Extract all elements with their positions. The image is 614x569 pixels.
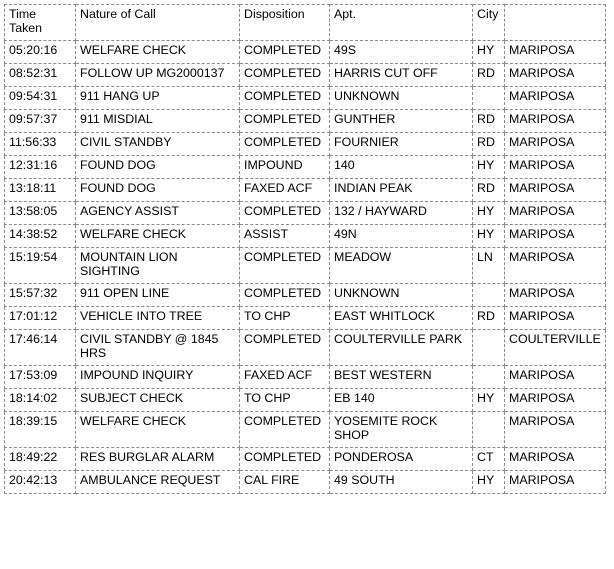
table-row <box>5 87 606 110</box>
cell-nature-of-call: AGENCY ASSIST <box>76 202 240 225</box>
cell-apt: EB 140 <box>330 389 473 412</box>
cell-apt: BEST WESTERN <box>330 366 473 389</box>
cell-location: MARIPOSA <box>505 225 606 248</box>
cell-location: MARIPOSA <box>505 471 606 494</box>
cell-disposition: COMPLETED <box>240 64 330 87</box>
cell-nature-of-call: VEHICLE INTO TREE <box>76 307 240 330</box>
table-row <box>5 225 606 248</box>
cell-disposition: TO CHP <box>240 389 330 412</box>
cell-location: MARIPOSA <box>505 110 606 133</box>
cell-location: MARIPOSA <box>505 389 606 412</box>
cell-disposition: COMPLETED <box>240 284 330 307</box>
cell-apt: FOURNIER <box>330 133 473 156</box>
cell-disposition: COMPLETED <box>240 133 330 156</box>
cell-location: MARIPOSA <box>505 284 606 307</box>
cell-nature-of-call: WELFARE CHECK <box>76 412 240 448</box>
cell-nature-of-call: FOUND DOG <box>76 156 240 179</box>
cell-disposition: IMPOUND <box>240 156 330 179</box>
cell-apt: COULTERVILLE PARK <box>330 330 473 366</box>
cell-disposition: COMPLETED <box>240 248 330 284</box>
cell-city <box>473 284 505 307</box>
cell-city: RD <box>473 64 505 87</box>
table-row <box>5 179 606 202</box>
table-row <box>5 248 606 284</box>
cell-apt: INDIAN PEAK <box>330 179 473 202</box>
cell-city: RD <box>473 110 505 133</box>
cell-disposition: TO CHP <box>240 307 330 330</box>
table-row <box>5 156 606 179</box>
cell-time: 17:01:12 <box>5 307 76 330</box>
cell-disposition: CAL FIRE <box>240 471 330 494</box>
cell-time: 18:49:22 <box>5 448 76 471</box>
cell-location: COULTERVILLE <box>505 330 606 366</box>
cell-apt: GUNTHER <box>330 110 473 133</box>
cell-time: 09:54:31 <box>5 87 76 110</box>
call-log-table <box>4 4 606 494</box>
cell-city: HY <box>473 471 505 494</box>
cell-apt: 140 <box>330 156 473 179</box>
table-row <box>5 284 606 307</box>
cell-apt: YOSEMITE ROCK SHOP <box>330 412 473 448</box>
cell-apt: 49S <box>330 41 473 64</box>
table-row <box>5 41 606 64</box>
cell-time: 08:52:31 <box>5 64 76 87</box>
header-disposition: Disposition <box>240 5 330 41</box>
cell-location: MARIPOSA <box>505 87 606 110</box>
cell-time: 05:20:16 <box>5 41 76 64</box>
cell-location: MARIPOSA <box>505 448 606 471</box>
table-row <box>5 330 606 366</box>
cell-city: RD <box>473 133 505 156</box>
cell-disposition: FAXED ACF <box>240 366 330 389</box>
cell-time: 17:53:09 <box>5 366 76 389</box>
header-apt: Apt. <box>330 5 473 41</box>
cell-city <box>473 412 505 448</box>
cell-time: 15:57:32 <box>5 284 76 307</box>
cell-city: RD <box>473 307 505 330</box>
table-row <box>5 202 606 225</box>
header-row <box>5 5 606 41</box>
cell-time: 13:18:11 <box>5 179 76 202</box>
cell-time: 15:19:54 <box>5 248 76 284</box>
cell-apt: HARRIS CUT OFF <box>330 64 473 87</box>
cell-apt: UNKNOWN <box>330 284 473 307</box>
cell-time: 18:39:15 <box>5 412 76 448</box>
cell-time: 09:57:37 <box>5 110 76 133</box>
cell-apt: 132 / HAYWARD <box>330 202 473 225</box>
cell-apt: MEADOW <box>330 248 473 284</box>
header-location <box>505 5 606 41</box>
table-row <box>5 133 606 156</box>
cell-time: 18:14:02 <box>5 389 76 412</box>
cell-nature-of-call: MOUNTAIN LION SIGHTING <box>76 248 240 284</box>
header-time-taken: Time Taken <box>5 5 76 41</box>
header-city: City <box>473 5 505 41</box>
cell-nature-of-call: WELFARE CHECK <box>76 225 240 248</box>
cell-disposition: ASSIST <box>240 225 330 248</box>
cell-time: 14:38:52 <box>5 225 76 248</box>
cell-apt: UNKNOWN <box>330 87 473 110</box>
cell-location: MARIPOSA <box>505 64 606 87</box>
cell-location: MARIPOSA <box>505 41 606 64</box>
cell-city: HY <box>473 389 505 412</box>
cell-location: MARIPOSA <box>505 412 606 448</box>
table-row <box>5 64 606 87</box>
cell-city: HY <box>473 41 505 64</box>
cell-disposition: COMPLETED <box>240 41 330 64</box>
cell-nature-of-call: FOLLOW UP MG2000137 <box>76 64 240 87</box>
cell-apt: PONDEROSA <box>330 448 473 471</box>
table-row <box>5 389 606 412</box>
cell-time: 20:42:13 <box>5 471 76 494</box>
cell-city: HY <box>473 156 505 179</box>
table-row <box>5 110 606 133</box>
cell-location: MARIPOSA <box>505 248 606 284</box>
cell-nature-of-call: CIVIL STANDBY <box>76 133 240 156</box>
cell-time: 11:56:33 <box>5 133 76 156</box>
cell-nature-of-call: IMPOUND INQUIRY <box>76 366 240 389</box>
cell-city: HY <box>473 202 505 225</box>
cell-location: MARIPOSA <box>505 133 606 156</box>
cell-time: 13:58:05 <box>5 202 76 225</box>
table-row <box>5 307 606 330</box>
table-row <box>5 448 606 471</box>
cell-city: HY <box>473 225 505 248</box>
cell-city <box>473 366 505 389</box>
table-row <box>5 412 606 448</box>
cell-location: MARIPOSA <box>505 179 606 202</box>
cell-time: 12:31:16 <box>5 156 76 179</box>
cell-nature-of-call: 911 MISDIAL <box>76 110 240 133</box>
cell-nature-of-call: RES BURGLAR ALARM <box>76 448 240 471</box>
cell-nature-of-call: 911 HANG UP <box>76 87 240 110</box>
cell-apt: 49N <box>330 225 473 248</box>
cell-location: MARIPOSA <box>505 202 606 225</box>
cell-apt: EAST WHITLOCK <box>330 307 473 330</box>
cell-disposition: COMPLETED <box>240 448 330 471</box>
cell-nature-of-call: SUBJECT CHECK <box>76 389 240 412</box>
table-row <box>5 366 606 389</box>
cell-disposition: COMPLETED <box>240 202 330 225</box>
cell-disposition: FAXED ACF <box>240 179 330 202</box>
cell-nature-of-call: AMBULANCE REQUEST <box>76 471 240 494</box>
cell-disposition: COMPLETED <box>240 412 330 448</box>
table-row <box>5 471 606 494</box>
cell-city: LN <box>473 248 505 284</box>
cell-nature-of-call: WELFARE CHECK <box>76 41 240 64</box>
cell-city: RD <box>473 179 505 202</box>
cell-disposition: COMPLETED <box>240 330 330 366</box>
cell-location: MARIPOSA <box>505 156 606 179</box>
cell-disposition: COMPLETED <box>240 87 330 110</box>
header-nature-of-call: Nature of Call <box>76 5 240 41</box>
cell-nature-of-call: FOUND DOG <box>76 179 240 202</box>
cell-time: 17:46:14 <box>5 330 76 366</box>
cell-city <box>473 87 505 110</box>
cell-apt: 49 SOUTH <box>330 471 473 494</box>
cell-city <box>473 330 505 366</box>
cell-location: MARIPOSA <box>505 366 606 389</box>
cell-location: MARIPOSA <box>505 307 606 330</box>
cell-disposition: COMPLETED <box>240 110 330 133</box>
cell-city: CT <box>473 448 505 471</box>
cell-nature-of-call: 911 OPEN LINE <box>76 284 240 307</box>
cell-nature-of-call: CIVIL STANDBY @ 1845 HRS <box>76 330 240 366</box>
